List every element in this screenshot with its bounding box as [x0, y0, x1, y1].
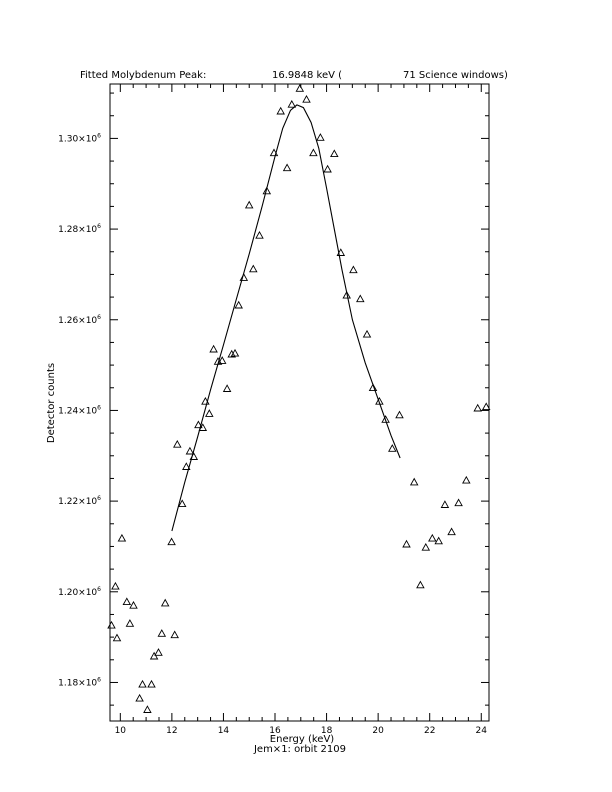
- data-point-triangle: [148, 681, 155, 687]
- data-point-triangle: [429, 535, 436, 541]
- x-axis: [115, 84, 488, 736]
- data-point-triangle: [463, 477, 470, 483]
- y-tick-exponent: 6: [97, 495, 101, 503]
- y-tick-mantissa: 1.24×10: [58, 406, 98, 417]
- x-tick-label: 24: [475, 726, 487, 736]
- y-tick-label: [58, 404, 101, 416]
- x-tick-label: 16: [269, 726, 281, 736]
- data-point-triangle: [112, 583, 119, 589]
- fit-curve-layer: [172, 105, 400, 531]
- chart-title-value: 16.9848 keV (: [272, 70, 343, 81]
- data-point-triangle: [235, 302, 242, 308]
- chart-title-suffix: 71 Science windows): [403, 70, 508, 81]
- data-point-triangle: [284, 164, 291, 170]
- data-points-layer: [108, 85, 490, 713]
- data-point-triangle: [296, 85, 303, 91]
- data-point-triangle: [206, 410, 213, 416]
- data-point-triangle: [186, 448, 193, 454]
- data-point-triangle: [350, 266, 357, 272]
- y-tick-label: [58, 223, 101, 235]
- data-point-triangle: [396, 412, 403, 418]
- y-tick-label: [58, 676, 101, 688]
- y-tick-exponent: 6: [97, 676, 101, 684]
- y-axis: [58, 93, 489, 705]
- data-point-triangle: [114, 635, 121, 641]
- data-point-triangle: [118, 535, 125, 541]
- y-tick-mantissa: 1.20×10: [58, 587, 98, 598]
- y-tick-mantissa: 1.22×10: [58, 497, 98, 508]
- y-tick-exponent: 6: [97, 585, 101, 593]
- data-point-triangle: [174, 441, 181, 447]
- data-point-triangle: [288, 101, 295, 107]
- data-point-triangle: [130, 602, 137, 608]
- data-point-triangle: [324, 166, 331, 172]
- x-tick-label: 20: [372, 726, 384, 736]
- data-point-triangle: [331, 150, 338, 156]
- data-point-triangle: [139, 681, 146, 687]
- data-point-triangle: [455, 499, 462, 505]
- fit-curve: [172, 105, 400, 531]
- y-tick-exponent: 6: [97, 313, 101, 321]
- y-tick-label: [58, 586, 101, 598]
- data-point-triangle: [303, 96, 310, 102]
- data-point-triangle: [417, 582, 424, 588]
- chart-title-prefix: Fitted Molybdenum Peak:: [80, 70, 207, 81]
- data-point-triangle: [357, 295, 364, 301]
- data-point-triangle: [474, 405, 481, 411]
- y-tick-label: [58, 132, 101, 144]
- orbit-label: Jem×1: orbit 2109: [253, 744, 347, 755]
- data-point-triangle: [256, 232, 263, 238]
- data-point-triangle: [441, 501, 448, 507]
- data-point-triangle: [155, 649, 162, 655]
- y-tick-mantissa: 1.28×10: [58, 225, 98, 236]
- y-axis-label: Detector counts: [46, 362, 57, 444]
- plot-frame: [110, 84, 489, 721]
- data-point-triangle: [240, 274, 247, 280]
- data-point-triangle: [364, 331, 371, 337]
- x-axis-label: Energy (keV): [269, 734, 335, 745]
- data-point-triangle: [210, 346, 217, 352]
- data-point-triangle: [168, 538, 175, 544]
- x-tick-label: 18: [320, 726, 333, 736]
- data-point-triangle: [448, 528, 455, 534]
- y-tick-exponent: 6: [97, 132, 101, 140]
- data-point-triangle: [411, 479, 418, 485]
- data-point-triangle: [435, 538, 442, 544]
- data-point-triangle: [162, 600, 169, 606]
- data-point-triangle: [310, 149, 317, 155]
- x-tick-label: 10: [114, 726, 127, 736]
- y-tick-mantissa: 1.30×10: [58, 134, 98, 145]
- data-point-triangle: [108, 622, 115, 628]
- data-point-triangle: [151, 653, 158, 659]
- y-tick-exponent: 6: [97, 404, 101, 412]
- y-tick-label: [58, 314, 101, 326]
- data-point-triangle: [136, 695, 143, 701]
- y-tick-exponent: 6: [97, 223, 101, 231]
- y-tick-mantissa: 1.26×10: [58, 315, 98, 326]
- data-point-triangle: [224, 385, 231, 391]
- data-point-triangle: [158, 630, 165, 636]
- data-point-triangle: [250, 266, 257, 272]
- x-tick-label: 22: [423, 726, 436, 736]
- x-tick-label: 12: [166, 726, 178, 736]
- data-point-triangle: [403, 541, 410, 547]
- x-tick-label: 14: [217, 726, 230, 736]
- y-tick-label: [58, 495, 101, 507]
- data-point-triangle: [123, 598, 130, 604]
- data-point-triangle: [126, 620, 133, 626]
- data-point-triangle: [317, 134, 324, 140]
- data-point-triangle: [422, 544, 429, 550]
- data-point-triangle: [246, 202, 253, 208]
- data-point-triangle: [277, 108, 284, 114]
- y-tick-mantissa: 1.18×10: [58, 678, 98, 689]
- data-point-triangle: [144, 706, 151, 712]
- data-point-triangle: [171, 631, 178, 637]
